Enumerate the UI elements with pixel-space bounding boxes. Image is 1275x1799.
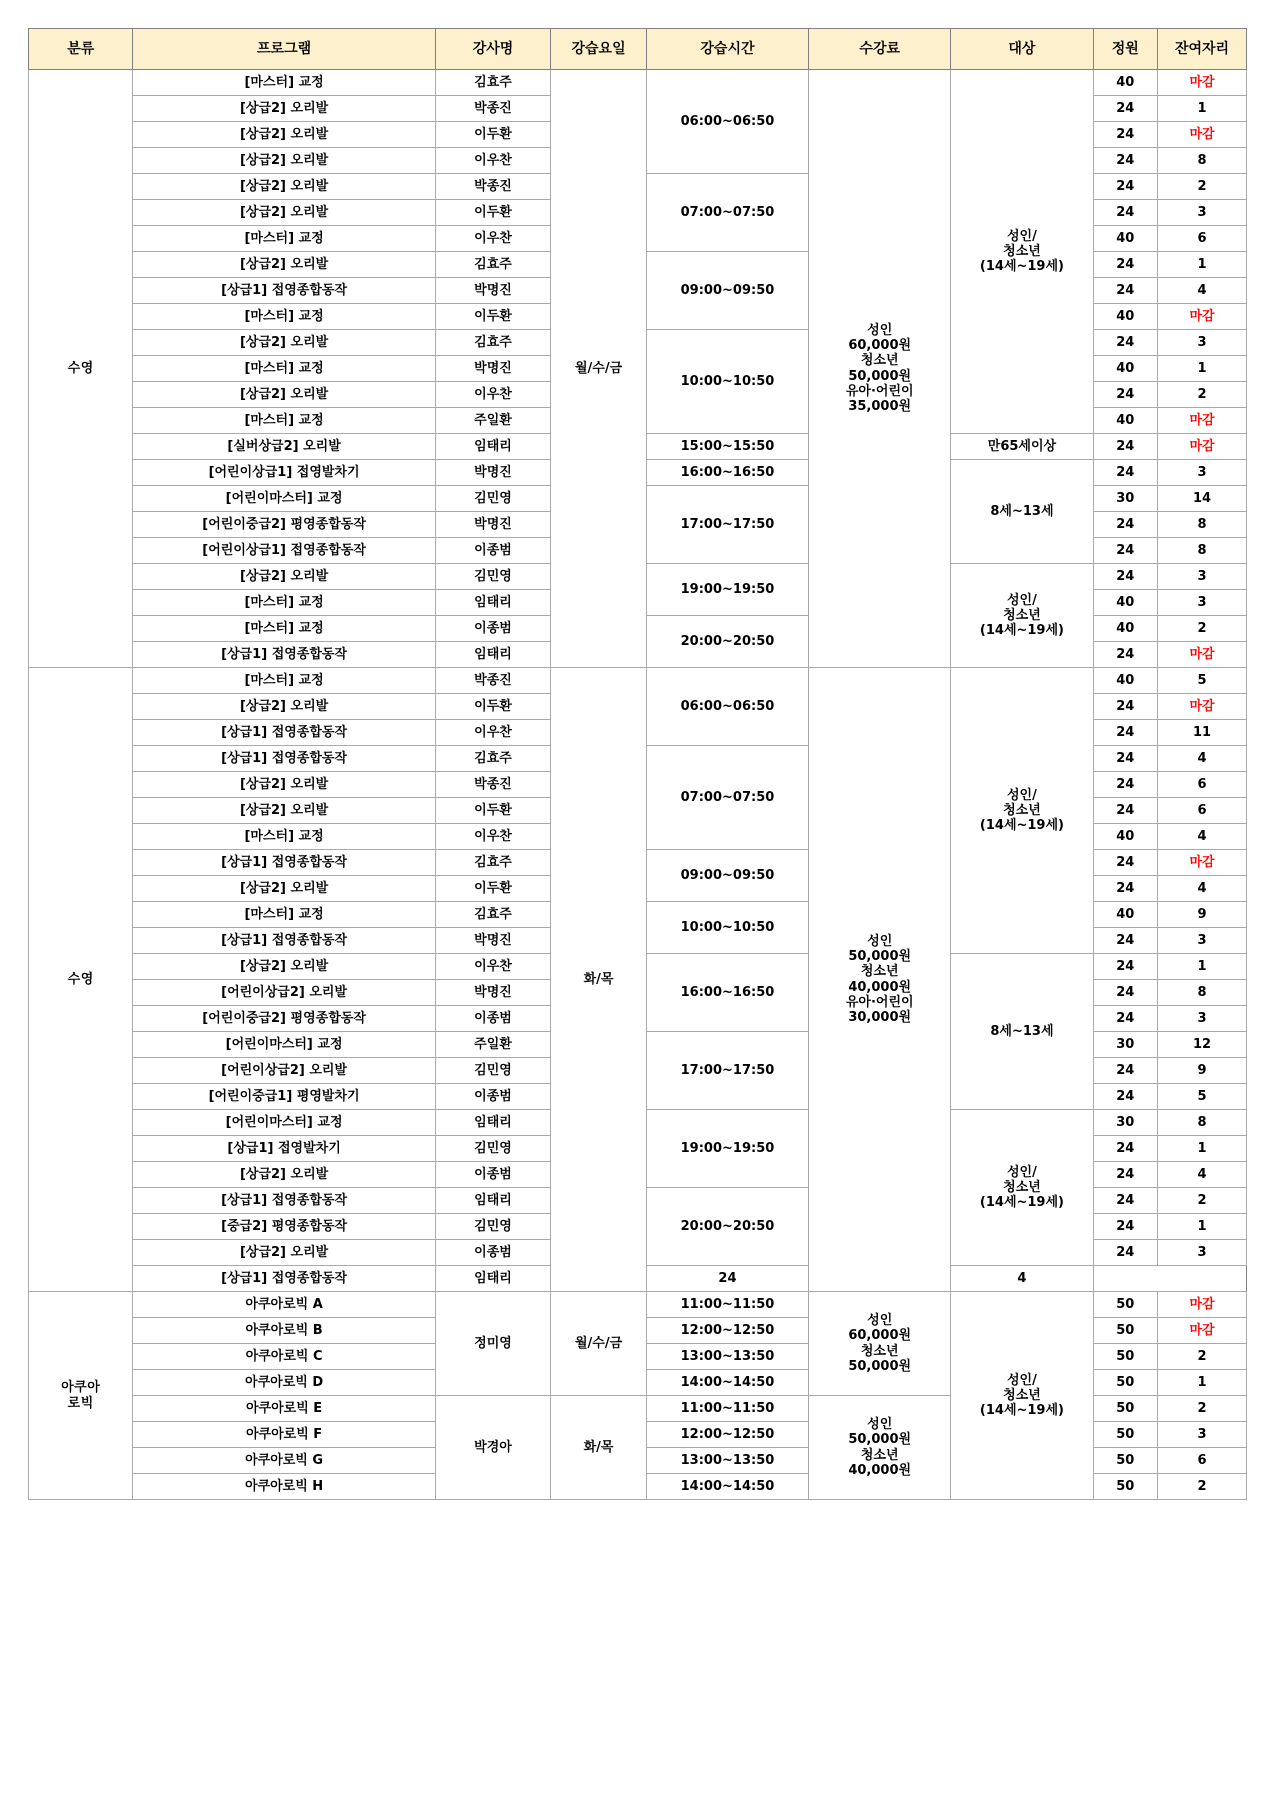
program-cell[interactable]: [상급2] 오리발 <box>133 564 435 590</box>
instructor-cell: 임태리 <box>435 590 551 616</box>
table-row <box>29 668 1247 694</box>
target-cell: 성인/ 청소년 (14세~19세) <box>951 1292 1093 1500</box>
program-cell[interactable]: [상급2] 오리발 <box>133 798 435 824</box>
time-cell: 10:00~10:50 <box>646 902 808 954</box>
capacity-cell: 24 <box>1093 694 1157 720</box>
program-cell[interactable]: [상급2] 오리발 <box>133 96 435 122</box>
instructor-cell: 이두환 <box>435 876 551 902</box>
program-cell[interactable]: [상급2] 오리발 <box>133 174 435 200</box>
remaining-cell: 1 <box>1158 1370 1247 1396</box>
remaining-cell: 6 <box>1158 226 1247 252</box>
time-cell: 19:00~19:50 <box>646 1110 808 1188</box>
program-cell[interactable]: [어린이마스터] 교정 <box>133 1032 435 1058</box>
program-cell[interactable]: 아쿠아로빅 D <box>133 1370 435 1396</box>
capacity-cell: 40 <box>1093 226 1157 252</box>
remaining-closed-badge: 마감 <box>1158 122 1247 148</box>
remaining-cell: 3 <box>1158 590 1247 616</box>
remaining-cell: 2 <box>1158 1344 1247 1370</box>
capacity-cell: 24 <box>646 1266 808 1292</box>
program-cell[interactable]: [상급2] 오리발 <box>133 382 435 408</box>
instructor-cell: 박명진 <box>435 928 551 954</box>
instructor-cell: 이두환 <box>435 798 551 824</box>
program-cell[interactable]: [마스터] 교정 <box>133 356 435 382</box>
column-header-capacity: 정원 <box>1093 29 1157 70</box>
category-cell: 수영 <box>29 70 133 668</box>
remaining-cell: 1 <box>1158 252 1247 278</box>
instructor-cell: 임태리 <box>435 434 551 460</box>
time-cell: 16:00~16:50 <box>646 954 808 1032</box>
capacity-cell: 40 <box>1093 304 1157 330</box>
program-cell[interactable]: [어린이중급1] 평영발차기 <box>133 1084 435 1110</box>
column-header-target: 대상 <box>951 29 1093 70</box>
instructor-cell: 박종진 <box>435 174 551 200</box>
instructor-cell: 이종범 <box>435 1006 551 1032</box>
program-cell[interactable]: 아쿠아로빅 G <box>133 1448 435 1474</box>
instructor-cell: 이우찬 <box>435 720 551 746</box>
instructor-cell: 김민영 <box>435 486 551 512</box>
time-cell: 17:00~17:50 <box>646 486 808 564</box>
capacity-cell: 24 <box>1093 1240 1157 1266</box>
column-header-days: 강습요일 <box>551 29 647 70</box>
remaining-cell: 4 <box>1158 876 1247 902</box>
capacity-cell: 24 <box>1093 850 1157 876</box>
target-cell: 성인/ 청소년 (14세~19세) <box>951 70 1093 434</box>
remaining-cell: 4 <box>1158 278 1247 304</box>
program-cell[interactable]: [상급2] 오리발 <box>133 252 435 278</box>
instructor-cell: 김효주 <box>435 70 551 96</box>
fee-cell: 성인 50,000원 청소년 40,000원 유아·어린이 30,000원 <box>809 668 951 1292</box>
instructor-cell: 김효주 <box>435 902 551 928</box>
program-cell[interactable]: [상급1] 접영종합동작 <box>133 850 435 876</box>
remaining-cell: 1 <box>1158 356 1247 382</box>
program-cell[interactable]: [어린이중급2] 평영종합동작 <box>133 512 435 538</box>
capacity-cell: 30 <box>1093 1110 1157 1136</box>
instructor-cell: 김효주 <box>435 850 551 876</box>
instructor-cell: 이우찬 <box>435 954 551 980</box>
time-cell: 14:00~14:50 <box>646 1370 808 1396</box>
program-cell[interactable]: [상급2] 오리발 <box>133 694 435 720</box>
capacity-cell: 40 <box>1093 668 1157 694</box>
remaining-closed-badge: 마감 <box>1158 408 1247 434</box>
program-cell[interactable]: [상급2] 오리발 <box>133 200 435 226</box>
instructor-cell: 이두환 <box>435 694 551 720</box>
header-row <box>29 29 1247 70</box>
program-cell[interactable]: [중급2] 평영종합동작 <box>133 1214 435 1240</box>
program-cell[interactable]: [상급2] 오리발 <box>133 122 435 148</box>
column-header-instructor: 강사명 <box>435 29 551 70</box>
capacity-cell: 40 <box>1093 824 1157 850</box>
time-cell: 09:00~09:50 <box>646 850 808 902</box>
days-cell: 월/수/금 <box>551 1292 647 1396</box>
program-cell[interactable]: [어린이마스터] 교정 <box>133 1110 435 1136</box>
remaining-cell: 4 <box>1158 824 1247 850</box>
remaining-cell: 8 <box>1158 512 1247 538</box>
capacity-cell: 24 <box>1093 928 1157 954</box>
time-cell: 09:00~09:50 <box>646 252 808 330</box>
capacity-cell: 24 <box>1093 1214 1157 1240</box>
instructor-cell: 이종범 <box>435 538 551 564</box>
capacity-cell: 40 <box>1093 590 1157 616</box>
program-cell[interactable]: [상급2] 오리발 <box>133 954 435 980</box>
capacity-cell: 40 <box>1093 616 1157 642</box>
instructor-cell: 박명진 <box>435 278 551 304</box>
time-cell: 14:00~14:50 <box>646 1474 808 1500</box>
remaining-closed-badge: 마감 <box>1158 1292 1247 1318</box>
remaining-cell: 6 <box>1158 772 1247 798</box>
time-cell: 15:00~15:50 <box>646 434 808 460</box>
program-cell[interactable]: [마스터] 교정 <box>133 824 435 850</box>
program-cell[interactable]: [마스터] 교정 <box>133 616 435 642</box>
time-cell: 07:00~07:50 <box>646 746 808 850</box>
capacity-cell: 24 <box>1093 876 1157 902</box>
capacity-cell: 24 <box>1093 200 1157 226</box>
column-header-remaining: 잔여자리 <box>1158 29 1247 70</box>
program-cell[interactable]: [상급1] 접영종합동작 <box>133 928 435 954</box>
time-cell: 06:00~06:50 <box>646 668 808 746</box>
program-cell[interactable]: [상급2] 오리발 <box>133 1162 435 1188</box>
capacity-cell: 24 <box>1093 954 1157 980</box>
remaining-cell: 2 <box>1158 1396 1247 1422</box>
remaining-closed-badge: 마감 <box>1158 642 1247 668</box>
program-cell[interactable]: [상급1] 접영종합동작 <box>133 720 435 746</box>
capacity-cell: 50 <box>1093 1448 1157 1474</box>
capacity-cell: 24 <box>1093 772 1157 798</box>
capacity-cell: 24 <box>1093 1058 1157 1084</box>
remaining-cell: 6 <box>1158 1448 1247 1474</box>
program-cell[interactable]: [상급2] 오리발 <box>133 876 435 902</box>
remaining-cell: 3 <box>1158 928 1247 954</box>
days-cell: 화/목 <box>551 668 647 1292</box>
instructor-cell: 박명진 <box>435 512 551 538</box>
capacity-cell: 24 <box>1093 460 1157 486</box>
time-cell: 20:00~20:50 <box>646 1188 808 1266</box>
instructor-cell: 이종범 <box>435 616 551 642</box>
target-cell: 성인/ 청소년 (14세~19세) <box>951 668 1093 954</box>
program-cell[interactable]: [상급2] 오리발 <box>133 148 435 174</box>
remaining-cell: 2 <box>1158 1474 1247 1500</box>
remaining-cell: 2 <box>1158 382 1247 408</box>
program-cell[interactable]: [상급1] 접영종합동작 <box>133 642 435 668</box>
capacity-cell: 24 <box>1093 564 1157 590</box>
remaining-cell: 4 <box>1158 746 1247 772</box>
target-cell: 8세~13세 <box>951 460 1093 564</box>
instructor-cell: 김민영 <box>435 564 551 590</box>
instructor-cell: 이우찬 <box>435 382 551 408</box>
table-header <box>29 29 1247 70</box>
remaining-cell: 5 <box>1158 668 1247 694</box>
instructor-cell: 김효주 <box>435 330 551 356</box>
column-header-fee: 수강료 <box>809 29 951 70</box>
capacity-cell: 24 <box>1093 434 1157 460</box>
capacity-cell: 24 <box>1093 720 1157 746</box>
instructor-cell: 주일환 <box>435 408 551 434</box>
instructor-cell: 김효주 <box>435 746 551 772</box>
time-cell: 12:00~12:50 <box>646 1318 808 1344</box>
instructor-cell: 김민영 <box>435 1058 551 1084</box>
capacity-cell: 24 <box>1093 1006 1157 1032</box>
program-cell[interactable]: 아쿠아로빅 A <box>133 1292 435 1318</box>
instructor-cell: 김민영 <box>435 1136 551 1162</box>
program-cell[interactable]: [상급1] 접영종합동작 <box>133 1188 435 1214</box>
table-row <box>29 70 1247 96</box>
capacity-cell: 50 <box>1093 1318 1157 1344</box>
remaining-cell: 8 <box>1158 1110 1247 1136</box>
instructor-cell: 박종진 <box>435 668 551 694</box>
program-cell[interactable]: [상급2] 오리발 <box>133 330 435 356</box>
time-cell: 20:00~20:50 <box>646 616 808 668</box>
remaining-cell: 1 <box>1158 1136 1247 1162</box>
time-cell: 17:00~17:50 <box>646 1032 808 1110</box>
target-cell: 만65세이상 <box>951 434 1093 460</box>
time-cell: 10:00~10:50 <box>646 330 808 434</box>
program-cell[interactable]: [상급2] 오리발 <box>133 772 435 798</box>
remaining-cell: 3 <box>1158 564 1247 590</box>
time-cell: 11:00~11:50 <box>646 1292 808 1318</box>
program-cell[interactable]: [상급1] 접영종합동작 <box>133 278 435 304</box>
remaining-cell: 1 <box>1158 954 1247 980</box>
program-cell[interactable]: [마스터] 교정 <box>133 408 435 434</box>
capacity-cell: 24 <box>1093 538 1157 564</box>
capacity-cell: 24 <box>1093 1188 1157 1214</box>
remaining-cell: 2 <box>1158 1188 1247 1214</box>
instructor-cell: 김민영 <box>435 1214 551 1240</box>
remaining-cell: 9 <box>1158 1058 1247 1084</box>
time-cell: 13:00~13:50 <box>646 1344 808 1370</box>
program-cell[interactable]: [어린이상급2] 오리발 <box>133 980 435 1006</box>
program-cell[interactable]: [실버상급2] 오리발 <box>133 434 435 460</box>
remaining-cell: 4 <box>951 1266 1093 1292</box>
program-cell[interactable]: [마스터] 교정 <box>133 902 435 928</box>
capacity-cell: 24 <box>1093 1162 1157 1188</box>
remaining-closed-badge: 마감 <box>1158 304 1247 330</box>
program-schedule-table <box>28 28 1247 1500</box>
program-cell[interactable]: [마스터] 교정 <box>133 304 435 330</box>
capacity-cell: 40 <box>1093 902 1157 928</box>
instructor-cell: 이우찬 <box>435 824 551 850</box>
remaining-cell: 3 <box>1158 1006 1247 1032</box>
program-cell[interactable]: [어린이상급1] 접영발차기 <box>133 460 435 486</box>
capacity-cell: 50 <box>1093 1344 1157 1370</box>
time-cell: 06:00~06:50 <box>646 70 808 174</box>
program-cell[interactable]: 아쿠아로빅 C <box>133 1344 435 1370</box>
program-cell[interactable]: 아쿠아로빅 B <box>133 1318 435 1344</box>
table-row <box>29 1292 1247 1318</box>
capacity-cell: 40 <box>1093 70 1157 96</box>
program-cell[interactable]: [마스터] 교정 <box>133 590 435 616</box>
capacity-cell: 50 <box>1093 1474 1157 1500</box>
program-cell[interactable]: [마스터] 교정 <box>133 70 435 96</box>
instructor-cell: 임태리 <box>435 1110 551 1136</box>
instructor-cell: 이우찬 <box>435 226 551 252</box>
remaining-cell: 1 <box>1158 1214 1247 1240</box>
instructor-cell: 이종범 <box>435 1084 551 1110</box>
target-cell: 성인/ 청소년 (14세~19세) <box>951 1110 1093 1266</box>
target-cell: 성인/ 청소년 (14세~19세) <box>951 564 1093 668</box>
capacity-cell: 24 <box>1093 148 1157 174</box>
remaining-cell: 9 <box>1158 902 1247 928</box>
column-header-category: 분류 <box>29 29 133 70</box>
instructor-cell: 박종진 <box>435 96 551 122</box>
remaining-closed-badge: 마감 <box>1158 850 1247 876</box>
capacity-cell: 40 <box>1093 356 1157 382</box>
time-cell: 11:00~11:50 <box>646 1396 808 1422</box>
remaining-cell: 6 <box>1158 798 1247 824</box>
instructor-cell: 박명진 <box>435 460 551 486</box>
instructor-cell: 이두환 <box>435 122 551 148</box>
remaining-cell: 5 <box>1158 1084 1247 1110</box>
remaining-closed-badge: 마감 <box>1158 694 1247 720</box>
instructor-cell: 이종범 <box>435 1162 551 1188</box>
remaining-cell: 11 <box>1158 720 1247 746</box>
remaining-cell: 3 <box>1158 1422 1247 1448</box>
category-cell: 아쿠아 로빅 <box>29 1292 133 1500</box>
capacity-cell: 24 <box>1093 174 1157 200</box>
capacity-cell: 50 <box>1093 1370 1157 1396</box>
capacity-cell: 24 <box>1093 252 1157 278</box>
capacity-cell: 24 <box>1093 330 1157 356</box>
column-header-program: 프로그램 <box>133 29 435 70</box>
program-cell[interactable]: 아쿠아로빅 E <box>133 1396 435 1422</box>
fee-cell: 성인 50,000원 청소년 40,000원 <box>809 1396 951 1500</box>
remaining-closed-badge: 마감 <box>1158 70 1247 96</box>
instructor-cell: 이두환 <box>435 200 551 226</box>
remaining-cell: 3 <box>1158 200 1247 226</box>
table-body <box>29 70 1247 1500</box>
category-cell: 수영 <box>29 668 133 1292</box>
instructor-cell: 이우찬 <box>435 148 551 174</box>
column-header-time: 강습시간 <box>646 29 808 70</box>
program-cell[interactable]: 아쿠아로빅 F <box>133 1422 435 1448</box>
capacity-cell: 30 <box>1093 486 1157 512</box>
instructor-cell: 이종범 <box>435 1240 551 1266</box>
program-cell[interactable]: [상급2] 오리발 <box>133 1240 435 1266</box>
remaining-closed-badge: 마감 <box>1158 434 1247 460</box>
capacity-cell: 24 <box>1093 96 1157 122</box>
capacity-cell: 24 <box>1093 642 1157 668</box>
time-cell: 13:00~13:50 <box>646 1448 808 1474</box>
capacity-cell: 24 <box>1093 512 1157 538</box>
instructor-cell: 박명진 <box>435 980 551 1006</box>
program-cell[interactable]: [상급1] 접영발차기 <box>133 1136 435 1162</box>
instructor-cell: 정미영 <box>435 1292 551 1396</box>
time-cell: 12:00~12:50 <box>646 1422 808 1448</box>
capacity-cell: 24 <box>1093 1136 1157 1162</box>
program-cell[interactable]: [마스터] 교정 <box>133 668 435 694</box>
capacity-cell: 24 <box>1093 382 1157 408</box>
instructor-cell: 임태리 <box>435 642 551 668</box>
remaining-cell: 12 <box>1158 1032 1247 1058</box>
instructor-cell: 임태리 <box>435 1188 551 1214</box>
time-cell: 16:00~16:50 <box>646 460 808 486</box>
remaining-cell: 8 <box>1158 980 1247 1006</box>
program-cell[interactable]: [어린이마스터] 교정 <box>133 486 435 512</box>
remaining-cell: 3 <box>1158 330 1247 356</box>
time-cell: 19:00~19:50 <box>646 564 808 616</box>
instructor-cell: 주일환 <box>435 1032 551 1058</box>
capacity-cell: 24 <box>1093 980 1157 1006</box>
program-cell[interactable]: 아쿠아로빅 H <box>133 1474 435 1500</box>
instructor-cell: 이두환 <box>435 304 551 330</box>
remaining-cell: 3 <box>1158 1240 1247 1266</box>
fee-cell: 성인 60,000원 청소년 50,000원 유아·어린이 35,000원 <box>809 70 951 668</box>
capacity-cell: 24 <box>1093 1084 1157 1110</box>
days-cell: 월/수/금 <box>551 70 647 668</box>
instructor-cell: 박종진 <box>435 772 551 798</box>
target-cell: 8세~13세 <box>951 954 1093 1110</box>
remaining-closed-badge: 마감 <box>1158 1318 1247 1344</box>
remaining-cell: 2 <box>1158 616 1247 642</box>
remaining-cell: 8 <box>1158 148 1247 174</box>
capacity-cell: 50 <box>1093 1422 1157 1448</box>
fee-cell: 성인 60,000원 청소년 50,000원 <box>809 1292 951 1396</box>
instructor-cell: 임태리 <box>435 1266 551 1292</box>
remaining-cell: 1 <box>1158 96 1247 122</box>
days-cell: 화/목 <box>551 1396 647 1500</box>
program-cell[interactable]: [상급1] 접영종합동작 <box>133 746 435 772</box>
program-cell[interactable]: [마스터] 교정 <box>133 226 435 252</box>
capacity-cell: 50 <box>1093 1292 1157 1318</box>
remaining-cell: 2 <box>1158 174 1247 200</box>
remaining-cell: 14 <box>1158 486 1247 512</box>
capacity-cell: 30 <box>1093 1032 1157 1058</box>
program-cell[interactable]: [어린이중급2] 평영종합동작 <box>133 1006 435 1032</box>
time-cell: 07:00~07:50 <box>646 174 808 252</box>
program-cell[interactable]: [상급1] 접영종합동작 <box>133 1266 435 1292</box>
remaining-cell: 8 <box>1158 538 1247 564</box>
capacity-cell: 50 <box>1093 1396 1157 1422</box>
instructor-cell: 김효주 <box>435 252 551 278</box>
capacity-cell: 24 <box>1093 278 1157 304</box>
remaining-cell: 3 <box>1158 460 1247 486</box>
capacity-cell: 24 <box>1093 798 1157 824</box>
capacity-cell: 24 <box>1093 122 1157 148</box>
program-cell[interactable]: [어린이상급2] 오리발 <box>133 1058 435 1084</box>
remaining-cell: 4 <box>1158 1162 1247 1188</box>
instructor-cell: 박경아 <box>435 1396 551 1500</box>
program-cell[interactable]: [어린이상급1] 접영종합동작 <box>133 538 435 564</box>
instructor-cell: 박명진 <box>435 356 551 382</box>
capacity-cell: 40 <box>1093 408 1157 434</box>
capacity-cell: 24 <box>1093 746 1157 772</box>
